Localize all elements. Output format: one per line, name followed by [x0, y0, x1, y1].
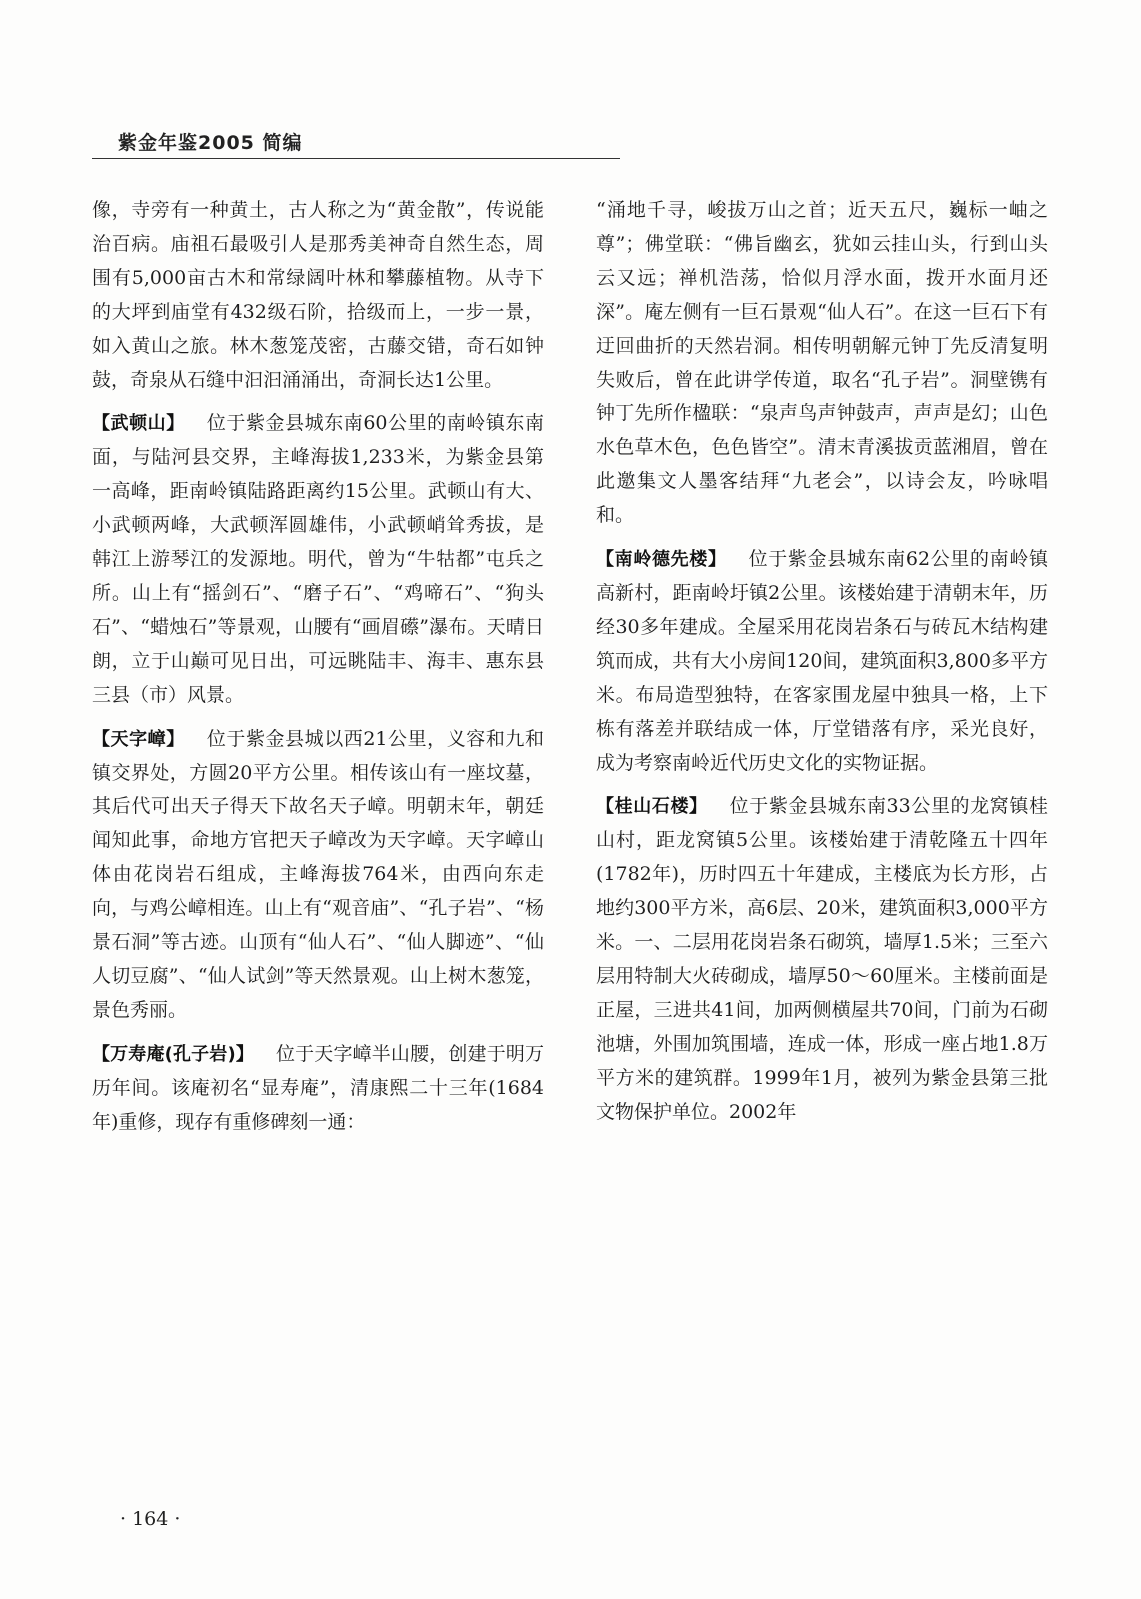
paragraph-text: “涌地千寻，峻拔万山之首；近天五尺，巍标一岫之尊”；佛堂联：“佛旨幽玄，犹如云挂山头，行到山头云又远；禅机浩荡，恰似月浮水面，拨开水面月还深”。庵左侧有一巨石景观“仙人石”。在这一巨石下有迂回曲折的天然岩洞。相传明朝解元钟丁先反清复明失败后，曾在此讲学传道，取名“孔子岩”。洞壁镌有钟丁先所作楹联：“泉声鸟声钟鼓声，声声是幻；山色水色草木色，色色皆空”。清末青溪拔贡蓝湘眉，曾在此邀集文人墨客结拜“九老会”，以诗会友，吟咏唱和。 — [596, 199, 1048, 527]
entry-text: 位于天字嶂半山腰，创建于明万历年间。该庵初名“显寿庵”，清康熙二十三年(1684年)重修，现存有重修碑刻一通： — [92, 1042, 544, 1133]
entry-title: 【天字嶂】 — [92, 728, 185, 750]
entry-text: 位于紫金县城东南33公里的龙窝镇桂山村，距龙窝镇5公里。该楼始建于清乾隆五十四年(1782年)，历时四五十年建成，主楼底为长方形，占地约300平方米，高6层、20米，建筑面积3,000平方米。一、二层用花岗岩条石砌筑，墙厚1.5米；三至六层用特制大火砖砌成，墙厚50～60厘米。主楼前面是正屋，三进共41间，加两侧横屋共70间，门前为石砌池塘，外围加筑围墙，连成一体，形成一座占地1.8万平方米的建筑群。1999年1月，被列为紫金县第三批文物保护单位。2002年 — [596, 795, 1049, 1123]
page-number: · 164 · — [120, 1508, 181, 1530]
entry-nanling-dexian-lou — [596, 543, 1048, 780]
entry-guishan-stone-building — [596, 790, 1048, 1129]
running-header: 紫金年鉴2005 简编 — [118, 132, 303, 154]
entry-title: 【南岭德先楼】 — [596, 549, 727, 571]
right-column — [596, 194, 1048, 1139]
entry-title: 【桂山石楼】 — [596, 796, 708, 818]
left-column — [92, 194, 544, 1149]
continuation-paragraph — [92, 194, 544, 397]
entry-title: 【万寿庵(孔子岩)】 — [92, 1043, 254, 1065]
entry-wanshou-an — [92, 1038, 544, 1140]
entry-text: 位于紫金县城东南60公里的南岭镇东南面，与陆河县交界，主峰海拔1,233米，为紫金县第一高峰，距南岭镇陆路距离约15公里。武顿山有大、小武顿两峰，大武顿浑圆雄伟，小武顿峭耸秀拔，是韩江上游琴江的发源地。明代，曾为“牛牯都”屯兵之所。山上有“摇剑石”、“磨子石”、“鸡啼石”、“狗头石”、“蜡烛石”等景观，山腰有“画眉礤”瀑布。天晴日朗，立于山巅可见日出，可远眺陆丰、海丰、惠东县三县（市）风景。 — [92, 412, 544, 706]
continuation-paragraph — [596, 194, 1048, 533]
paragraph-text: 像，寺旁有一种黄土，古人称之为“黄金散”，传说能治百病。庙祖石最吸引人是那秀美神奇自然生态，周围有5,000亩古木和常绿阔叶林和攀藤植物。从寺下的大坪到庙堂有432级石阶，拾级而上，一步一景，如入黄山之旅。林木葱笼茂密，古藤交错，奇石如钟鼓，奇泉从石缝中汩汩涌涌出，奇洞长达1公里。 — [92, 199, 544, 391]
entry-tianzi-zhang — [92, 723, 544, 1028]
entry-text: 位于紫金县城东南62公里的南岭镇高新村，距南岭圩镇2公里。该楼始建于清朝末年，历经30多年建成。全屋采用花岗岩条石与砖瓦木结构建筑而成，共有大小房间120间，建筑面积3,800多平方米。布局造型独特，在客家围龙屋中独具一格，上下栋有落差并联结成一体，厅堂错落有序，采光良好，成为考察南岭近代历史文化的实物证据。 — [596, 548, 1048, 774]
entry-wudun-mountain — [92, 407, 544, 712]
header-rule — [92, 158, 620, 159]
entry-text: 位于紫金县城以西21公里，义容和九和镇交界处，方圆20平方公里。相传该山有一座坟墓，其后代可出天子得天下故名天子嶂。明朝末年，朝廷闻知此事，命地方官把天子嶂改为天字嶂。天字嶂山体由花岗岩石组成，主峰海拔764米，由西向东走向，与鸡公嶂相连。山上有“观音庙”、“孔子岩”、“杨景石洞”等古迹。山顶有“仙人石”、“仙人脚迹”、“仙人切豆腐”、“仙人试剑”等天然景观。山上树木葱笼，景色秀丽。 — [92, 727, 544, 1021]
entry-title: 【武顿山】 — [92, 413, 185, 435]
